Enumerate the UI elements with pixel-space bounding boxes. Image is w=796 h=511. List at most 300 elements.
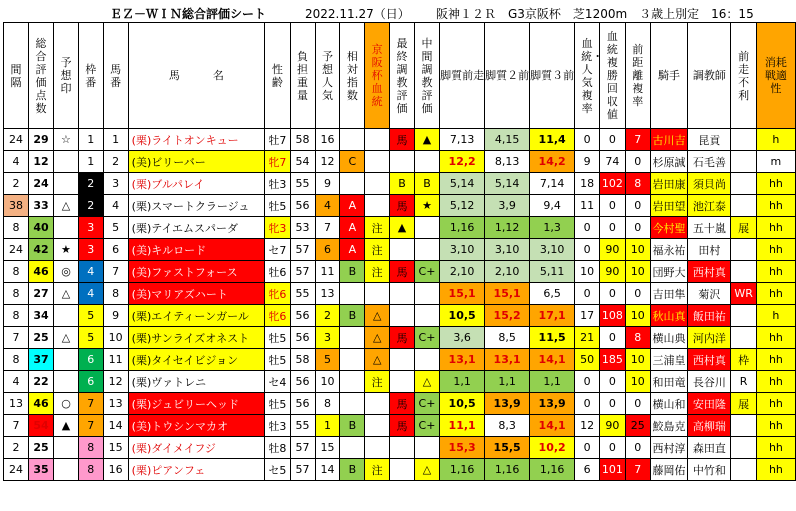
cell-score: 46	[28, 261, 53, 283]
cell-jockey: 鮫島克	[650, 415, 688, 437]
cell-style-3: 10,2	[530, 437, 575, 459]
cell-weight: 57	[290, 459, 315, 481]
header-mid-training	[414, 23, 439, 129]
cell-attrition: hh	[756, 393, 795, 415]
cell-horse-name: (栗)サンライズオネスト	[128, 327, 265, 349]
cell-popularity: 15	[315, 437, 340, 459]
cell-trainer: 長谷川	[688, 371, 731, 393]
cell-attrition: hh	[756, 437, 795, 459]
cell-score: 29	[28, 129, 53, 151]
cell-style-3: 1,1	[530, 371, 575, 393]
table-row	[4, 305, 796, 327]
header-label: 前走不利	[738, 49, 750, 102]
cell-mid-training: C+	[414, 415, 439, 437]
cell-relative-index: B	[340, 305, 365, 327]
cell-weight: 56	[290, 371, 315, 393]
cell-last-trouble: 展	[731, 393, 756, 415]
cell-weight: 57	[290, 437, 315, 459]
cell-trainer: 昆貢	[688, 129, 731, 151]
table-row	[4, 437, 796, 459]
cell-relative-index	[340, 129, 365, 151]
cell-last-trouble: 枠	[731, 349, 756, 371]
cell-gate: 2	[78, 173, 103, 195]
cell-style-3: 1,3	[530, 217, 575, 239]
cell-pedigree	[365, 151, 390, 173]
header-label: 脚質前走	[440, 69, 485, 82]
cell-jockey: 岩田康	[650, 173, 688, 195]
cell-pedigree: △	[365, 349, 390, 371]
cell-sex-age: 牡3	[265, 173, 290, 195]
cell-pedigree: 注	[365, 239, 390, 261]
cell-horse-name: (栗)エイティーンガール	[128, 305, 265, 327]
cell-return-value: 0	[600, 129, 626, 151]
cell-gate: 3	[78, 217, 103, 239]
cell-mid-training: ▲	[414, 129, 439, 151]
cell-interval: 13	[4, 393, 29, 415]
cell-mid-training	[414, 151, 439, 173]
header-style-3	[530, 23, 575, 129]
cell-sex-age: 牝7	[265, 151, 290, 173]
cell-last-trouble	[731, 173, 756, 195]
cell-pedigree: 注	[365, 459, 390, 481]
cell-style-2: 3,9	[485, 195, 530, 217]
cell-return-value: 108	[600, 305, 626, 327]
cell-return-value: 0	[600, 371, 626, 393]
cell-sex-age: セ7	[265, 239, 290, 261]
cell-pedigree-rate: 11	[575, 195, 600, 217]
cell-jockey: 古川吉	[650, 129, 688, 151]
cell-mid-training	[414, 239, 439, 261]
cell-style-2: 8,3	[485, 415, 530, 437]
cell-trainer: 西村真	[688, 261, 731, 283]
cell-mark: ▲	[54, 415, 79, 437]
cell-final-training	[390, 437, 415, 459]
cell-relative-index: B	[340, 261, 365, 283]
header-pedigree-rate	[575, 23, 604, 129]
cell-last-trouble: WR	[731, 283, 756, 305]
cell-distance-rate: 7	[625, 129, 650, 151]
cell-final-training: 馬	[390, 327, 415, 349]
cell-mark	[54, 371, 79, 393]
cell-attrition: hh	[756, 349, 795, 371]
cell-attrition: hh	[756, 239, 795, 261]
cell-attrition: hh	[756, 371, 795, 393]
cell-style-3: 14,2	[530, 151, 575, 173]
cell-mid-training: △	[414, 371, 439, 393]
header-relative-index	[340, 23, 365, 129]
cell-trainer: 飯田祐	[688, 305, 731, 327]
cell-sex-age: 牝6	[265, 305, 290, 327]
cell-style-3: 17,1	[530, 305, 575, 327]
cell-distance-rate: 0	[625, 195, 650, 217]
cell-style-3: 11,5	[530, 327, 575, 349]
cell-relative-index: A	[340, 195, 365, 217]
cell-final-training	[390, 239, 415, 261]
cell-pedigree-rate: 17	[575, 305, 600, 327]
cell-jockey: 三浦皇	[650, 349, 688, 371]
cell-pedigree-rate: 0	[575, 437, 600, 459]
cell-mark	[54, 151, 79, 173]
cell-distance-rate: 0	[625, 151, 650, 173]
cell-mark	[54, 305, 79, 327]
cell-style-last: 15,1	[440, 283, 485, 305]
cell-horse-no: 8	[103, 283, 128, 305]
cell-score: 25	[28, 437, 53, 459]
cell-final-training: 馬	[390, 393, 415, 415]
cell-attrition: hh	[756, 415, 795, 437]
cell-jockey: 藤岡佑	[650, 459, 688, 481]
table-row	[4, 459, 796, 481]
cell-relative-index	[340, 327, 365, 349]
cell-distance-rate: 25	[625, 415, 650, 437]
table-row	[4, 261, 796, 283]
cell-weight: 55	[290, 415, 315, 437]
table-row	[4, 195, 796, 217]
cell-horse-no: 9	[103, 305, 128, 327]
cell-pedigree	[365, 173, 390, 195]
header-label: 負担重量	[297, 49, 308, 102]
cell-score: 33	[28, 195, 53, 217]
cell-sex-age: 牝3	[265, 217, 290, 239]
header-style-last	[440, 23, 485, 129]
header-label: 脚質２前	[485, 69, 530, 82]
cell-mid-training: C+	[414, 327, 439, 349]
sheet-title-bar	[0, 0, 796, 22]
table-row	[4, 327, 796, 349]
header-label: 脚質３前	[530, 69, 575, 82]
cell-interval: 2	[4, 437, 29, 459]
cell-jockey: 西村淳	[650, 437, 688, 459]
cell-final-training	[390, 459, 415, 481]
cell-trainer: 森田直	[688, 437, 731, 459]
cell-jockey: 和田竜	[650, 371, 688, 393]
header-horse-no	[103, 23, 128, 129]
header-label: 間隔	[10, 62, 22, 89]
cell-return-value: 0	[600, 437, 626, 459]
cell-return-value: 0	[600, 393, 626, 415]
cell-gate: 7	[78, 415, 103, 437]
cell-final-training	[390, 283, 415, 305]
header-label: 予想人気	[321, 49, 333, 102]
cell-score: 12	[28, 151, 53, 173]
header-pedigree	[365, 23, 390, 129]
cell-distance-rate: 0	[625, 217, 650, 239]
cell-popularity: 5	[315, 349, 340, 371]
cell-distance-rate: 8	[625, 173, 650, 195]
cell-score: 40	[28, 217, 53, 239]
cell-popularity: 14	[315, 459, 340, 481]
cell-mid-training: C+	[414, 393, 439, 415]
cell-mark: △	[54, 283, 79, 305]
cell-interval: 7	[4, 415, 29, 437]
cell-mid-training	[414, 305, 439, 327]
cell-mid-training: △	[414, 459, 439, 481]
cell-mark: ☆	[54, 129, 79, 151]
cell-pedigree	[365, 393, 390, 415]
cell-pedigree-rate: 10	[575, 261, 600, 283]
cell-style-2: 15,1	[485, 283, 530, 305]
cell-weight: 57	[290, 239, 315, 261]
cell-pedigree-rate: 0	[575, 393, 600, 415]
cell-interval: 8	[4, 217, 29, 239]
cell-attrition: hh	[756, 195, 795, 217]
cell-final-training: B	[390, 173, 415, 195]
cell-style-last: 1,16	[440, 217, 485, 239]
cell-return-value: 0	[600, 195, 626, 217]
cell-weight: 56	[290, 195, 315, 217]
cell-horse-name: (美)キルロード	[128, 239, 265, 261]
cell-mark: ★	[54, 239, 79, 261]
cell-mark	[54, 173, 79, 195]
table-row	[4, 393, 796, 415]
cell-horse-no: 3	[103, 173, 128, 195]
cell-style-2: 15,2	[485, 305, 530, 327]
cell-popularity: 10	[315, 371, 340, 393]
cell-interval: 4	[4, 151, 29, 173]
cell-interval: 38	[4, 195, 29, 217]
cell-jockey: 横山和	[650, 393, 688, 415]
cell-trainer: 池江泰	[688, 195, 731, 217]
cell-style-3: 7,14	[530, 173, 575, 195]
cell-last-trouble	[731, 151, 756, 173]
cell-style-last: 3,10	[440, 239, 485, 261]
header-interval	[4, 23, 29, 129]
cell-final-training: 馬	[390, 415, 415, 437]
cell-horse-no: 11	[103, 349, 128, 371]
cell-horse-no: 13	[103, 393, 128, 415]
cell-popularity: 7	[315, 217, 340, 239]
cell-style-last: 13,1	[440, 349, 485, 371]
cell-mid-training	[414, 217, 439, 239]
cell-horse-name: (栗)ジュビリーヘッド	[128, 393, 265, 415]
cell-style-2: 5,14	[485, 173, 530, 195]
cell-style-last: 15,3	[440, 437, 485, 459]
cell-style-last: 12,2	[440, 151, 485, 173]
cell-weight: 55	[290, 173, 315, 195]
cell-mark	[54, 217, 79, 239]
cell-gate: 6	[78, 371, 103, 393]
cell-attrition: h	[756, 305, 795, 327]
cell-popularity: 8	[315, 393, 340, 415]
cell-last-trouble	[731, 261, 756, 283]
cell-pedigree-rate: 0	[575, 239, 600, 261]
cell-attrition: m	[756, 151, 795, 173]
cell-interval: 8	[4, 261, 29, 283]
cell-last-trouble	[731, 459, 756, 481]
cell-trainer: 田村	[688, 239, 731, 261]
cell-popularity: 9	[315, 173, 340, 195]
cell-jockey: 杉原誠	[650, 151, 688, 173]
cell-style-last: 1,1	[440, 371, 485, 393]
cell-gate: 6	[78, 349, 103, 371]
cell-style-3: 14,1	[530, 349, 575, 371]
cell-mid-training: ★	[414, 195, 439, 217]
cell-style-last: 3,6	[440, 327, 485, 349]
header-sex-age	[265, 23, 290, 129]
cell-sex-age: セ4	[265, 371, 290, 393]
cell-horse-name: (美)マリアズハート	[128, 283, 265, 305]
cell-mark	[54, 459, 79, 481]
cell-score: 22	[28, 371, 53, 393]
cell-popularity: 3	[315, 327, 340, 349]
cell-jockey: 秋山真	[650, 305, 688, 327]
cell-popularity: 1	[315, 415, 340, 437]
cell-popularity: 4	[315, 195, 340, 217]
cell-weight: 54	[290, 151, 315, 173]
cell-mid-training	[414, 283, 439, 305]
cell-gate: 5	[78, 305, 103, 327]
header-label: 血統・人気複率	[581, 36, 604, 115]
cell-horse-name: (美)ファストフォース	[128, 261, 265, 283]
cell-pedigree	[365, 283, 390, 305]
cell-pedigree: △	[365, 305, 390, 327]
cell-style-last: 10,5	[440, 393, 485, 415]
cell-style-3: 14,1	[530, 415, 575, 437]
cell-horse-no: 6	[103, 239, 128, 261]
cell-horse-name: (栗)ピアンフェ	[128, 459, 265, 481]
cell-style-last: 5,14	[440, 173, 485, 195]
cell-pedigree	[365, 415, 390, 437]
cell-style-2: 1,12	[485, 217, 530, 239]
cell-style-last: 1,16	[440, 459, 485, 481]
cell-style-2: 15,5	[485, 437, 530, 459]
header-label: 予想印	[60, 56, 72, 95]
cell-trainer: 高柳瑞	[688, 415, 731, 437]
cell-pedigree-rate: 18	[575, 173, 600, 195]
header-mark	[54, 23, 79, 129]
cell-return-value: 102	[600, 173, 626, 195]
cell-pedigree	[365, 129, 390, 151]
cell-horse-name: (栗)テイエムスパーダ	[128, 217, 265, 239]
cell-return-value: 74	[600, 151, 626, 173]
cell-score: 35	[28, 459, 53, 481]
cell-sex-age: 牡3	[265, 415, 290, 437]
cell-relative-index: B	[340, 415, 365, 437]
cell-interval: 24	[4, 459, 29, 481]
cell-attrition: hh	[756, 173, 795, 195]
cell-style-2: 13,9	[485, 393, 530, 415]
cell-gate: 2	[78, 195, 103, 217]
header-label: 性齢	[271, 62, 283, 89]
cell-score: 54	[28, 415, 53, 437]
cell-style-2: 3,10	[485, 239, 530, 261]
sheet-title: ＥＺ－ＷＩＮ総合評価シート	[110, 7, 267, 21]
cell-attrition: hh	[756, 283, 795, 305]
cell-weight: 56	[290, 327, 315, 349]
cell-popularity: 11	[315, 261, 340, 283]
cell-pedigree-rate: 0	[575, 371, 600, 393]
table-row	[4, 129, 796, 151]
cell-distance-rate: 10	[625, 239, 650, 261]
cell-pedigree-rate: 6	[575, 459, 600, 481]
cell-relative-index	[340, 173, 365, 195]
cell-mark	[54, 349, 79, 371]
cell-score: 37	[28, 349, 53, 371]
cell-sex-age: 牡5	[265, 393, 290, 415]
evaluation-table	[3, 22, 796, 481]
header-row	[4, 23, 796, 129]
cell-final-training	[390, 349, 415, 371]
cell-popularity: 16	[315, 129, 340, 151]
cell-style-3: 1,16	[530, 459, 575, 481]
cell-weight: 55	[290, 283, 315, 305]
cell-interval: 24	[4, 129, 29, 151]
header-last-trouble	[731, 23, 756, 129]
cell-style-3: 13,9	[530, 393, 575, 415]
cell-score: 46	[28, 393, 53, 415]
cell-return-value: 101	[600, 459, 626, 481]
cell-last-trouble	[731, 415, 756, 437]
cell-last-trouble	[731, 437, 756, 459]
cell-horse-name: (栗)ブルパレイ	[128, 173, 265, 195]
table-row	[4, 217, 796, 239]
table-row	[4, 415, 796, 437]
cell-mark: △	[54, 327, 79, 349]
cell-horse-name: (栗)スマートクラージュ	[128, 195, 265, 217]
header-jockey	[650, 23, 688, 129]
cell-final-training	[390, 151, 415, 173]
table-row	[4, 173, 796, 195]
cell-weight: 58	[290, 129, 315, 151]
cell-last-trouble	[731, 327, 756, 349]
table-row	[4, 349, 796, 371]
cell-trainer: 河内洋	[688, 327, 731, 349]
cell-horse-name: (栗)ダイメイフジ	[128, 437, 265, 459]
cell-final-training: 馬	[390, 195, 415, 217]
header-return-value	[600, 23, 626, 129]
cell-style-3: 5,11	[530, 261, 575, 283]
cell-distance-rate: 10	[625, 305, 650, 327]
cell-distance-rate: 0	[625, 437, 650, 459]
cell-sex-age: 牝6	[265, 283, 290, 305]
header-distance-rate	[625, 23, 650, 129]
header-final-training	[390, 23, 415, 129]
cell-final-training	[390, 305, 415, 327]
cell-return-value: 0	[600, 327, 626, 349]
cell-style-3: 3,10	[530, 239, 575, 261]
cell-pedigree	[365, 195, 390, 217]
cell-interval: 7	[4, 327, 29, 349]
cell-gate: 8	[78, 459, 103, 481]
cell-mark: ○	[54, 393, 79, 415]
cell-style-last: 5,12	[440, 195, 485, 217]
cell-relative-index	[340, 393, 365, 415]
cell-sex-age: セ5	[265, 459, 290, 481]
header-trainer	[688, 23, 731, 129]
cell-pedigree-rate: 0	[575, 129, 600, 151]
cell-relative-index	[340, 349, 365, 371]
cell-last-trouble	[731, 239, 756, 261]
cell-horse-no: 10	[103, 327, 128, 349]
header-label: 消耗戦適性	[764, 56, 787, 95]
cell-gate: 1	[78, 129, 103, 151]
cell-relative-index: B	[340, 459, 365, 481]
cell-interval: 8	[4, 305, 29, 327]
cell-score: 42	[28, 239, 53, 261]
header-label: 血統複勝回収値	[606, 30, 618, 121]
header-label: 総合評価点数	[35, 36, 47, 115]
cell-mid-training: B	[414, 173, 439, 195]
cell-distance-rate: 0	[625, 393, 650, 415]
cell-mark: ◎	[54, 261, 79, 283]
cell-distance-rate: 10	[625, 349, 650, 371]
table-body	[4, 129, 796, 481]
cell-pedigree: 注	[365, 261, 390, 283]
cell-pedigree-rate: 9	[575, 151, 600, 173]
cell-distance-rate: 7	[625, 459, 650, 481]
cell-last-trouble	[731, 129, 756, 151]
cell-score: 24	[28, 173, 53, 195]
